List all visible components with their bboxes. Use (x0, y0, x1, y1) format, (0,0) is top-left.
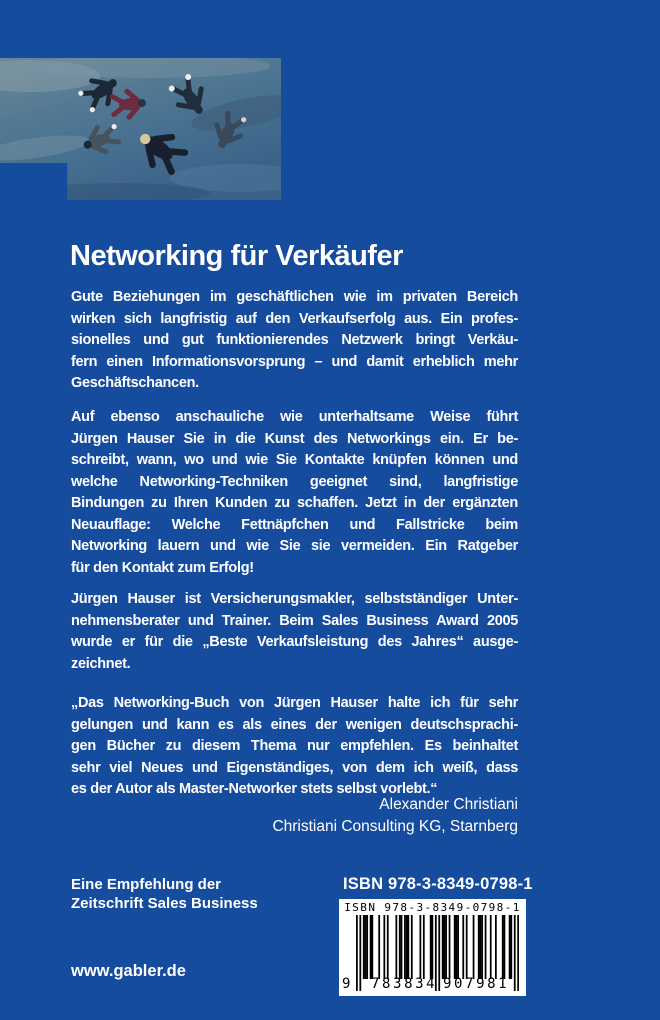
paragraph-line: gelungen und kann es als eines der wenigen deutschsprachi- (71, 716, 518, 733)
magazine-recommendation (71, 876, 258, 913)
paragraph-line: es der Autor als Master-Networker stets selbst vorlebt.“ (71, 781, 438, 797)
isbn-label: ISBN 978-3-8349-0798-1 (343, 875, 533, 893)
blurb-paragraph-1 (71, 287, 518, 395)
paragraph-line: Auf ebenso anschauliche wie unterhaltsame Weise führt (71, 409, 518, 425)
paragraph-line: wurde er für die „Beste Verkaufsleistung des Jahres“ ausge- (71, 634, 518, 650)
barcode-digits (342, 976, 519, 994)
blurb-paragraph-2 (71, 407, 518, 579)
paragraph-line: für den Kontakt zum Erfolg! (71, 559, 254, 576)
author-bio-paragraph (71, 589, 518, 675)
recommendation-line-1: Eine Empfehlung der (71, 876, 222, 893)
paragraph-line: Gute Beziehungen im geschäftlichen wie im privaten Bereich (71, 289, 518, 305)
barcode-digit-group-right: 907981 (443, 976, 510, 992)
paragraph-line: gen Bücher zu diesem Thema nur empfehlen. Es beinhaltet (71, 738, 518, 754)
barcode-digit-first: 9 (342, 976, 351, 992)
paragraph-line: welche Networking-Techniken geeignet sind, langfristige (71, 473, 518, 490)
barcode (339, 899, 526, 996)
skydivers-photo-art (0, 58, 281, 200)
paragraph-line: nehmensberater und Trainer. Beim Sales Business Award 2005 (71, 612, 518, 629)
paragraph-line: Jürgen Hauser Sie in die Kunst des Networkings ein. Er be- (71, 430, 518, 447)
paragraph-line: Geschäftschancen. (71, 375, 199, 391)
paragraph-line: schreibt, wann, wo und wie Sie Kontakte knüpfen können und (71, 452, 518, 468)
paragraph-line: Bindungen zu Ihren Kunden zu schaffen. Jetzt in der ergänzten (71, 495, 518, 511)
paragraph-line: „Das Networking-Buch von Jürgen Hauser halte ich für sehr (71, 695, 518, 711)
attribution-company: Christiani Consulting KG, Starnberg (272, 818, 518, 835)
testimonial-quote-paragraph (71, 693, 518, 801)
paragraph-line: fern einen Informationsvorsprung – und damit erheblich mehr (71, 353, 518, 370)
paragraph-line: sehr viel Neues und Eigenständiges, von dem ich weiß, dass (71, 759, 518, 776)
publisher-website: www.gabler.de (71, 962, 186, 980)
paragraph-line: Neuauflage: Welche Fettnäpfchen und Fallstricke beim (71, 516, 518, 533)
attribution-name: Alexander Christiani (379, 796, 518, 813)
skydivers-photo (0, 58, 281, 200)
barcode-isbn-text: ISBN 978-3-8349-0798-1 (344, 901, 521, 914)
book-title: Networking für Verkäufer (70, 240, 403, 272)
paragraph-line: wirken sich langfristig auf den Verkaufserfolg aus. Ein profes- (71, 310, 518, 327)
barcode-digit-group-left: 783834 (371, 976, 438, 992)
paragraph-line: Jürgen Hauser ist Versicherungsmakler, selbstständiger Unter- (71, 591, 518, 607)
paragraph-line: zeichnet. (71, 655, 131, 672)
paragraph-line: sionelles und gut funktionierendes Netzwerk bringt Verkäu- (71, 332, 518, 348)
recommendation-line-2: Zeitschrift Sales Business (71, 894, 258, 912)
paragraph-line: Networking lauern und wie Sie sie vermeiden. Ein Ratgeber (71, 538, 518, 554)
quote-attribution (71, 794, 518, 838)
